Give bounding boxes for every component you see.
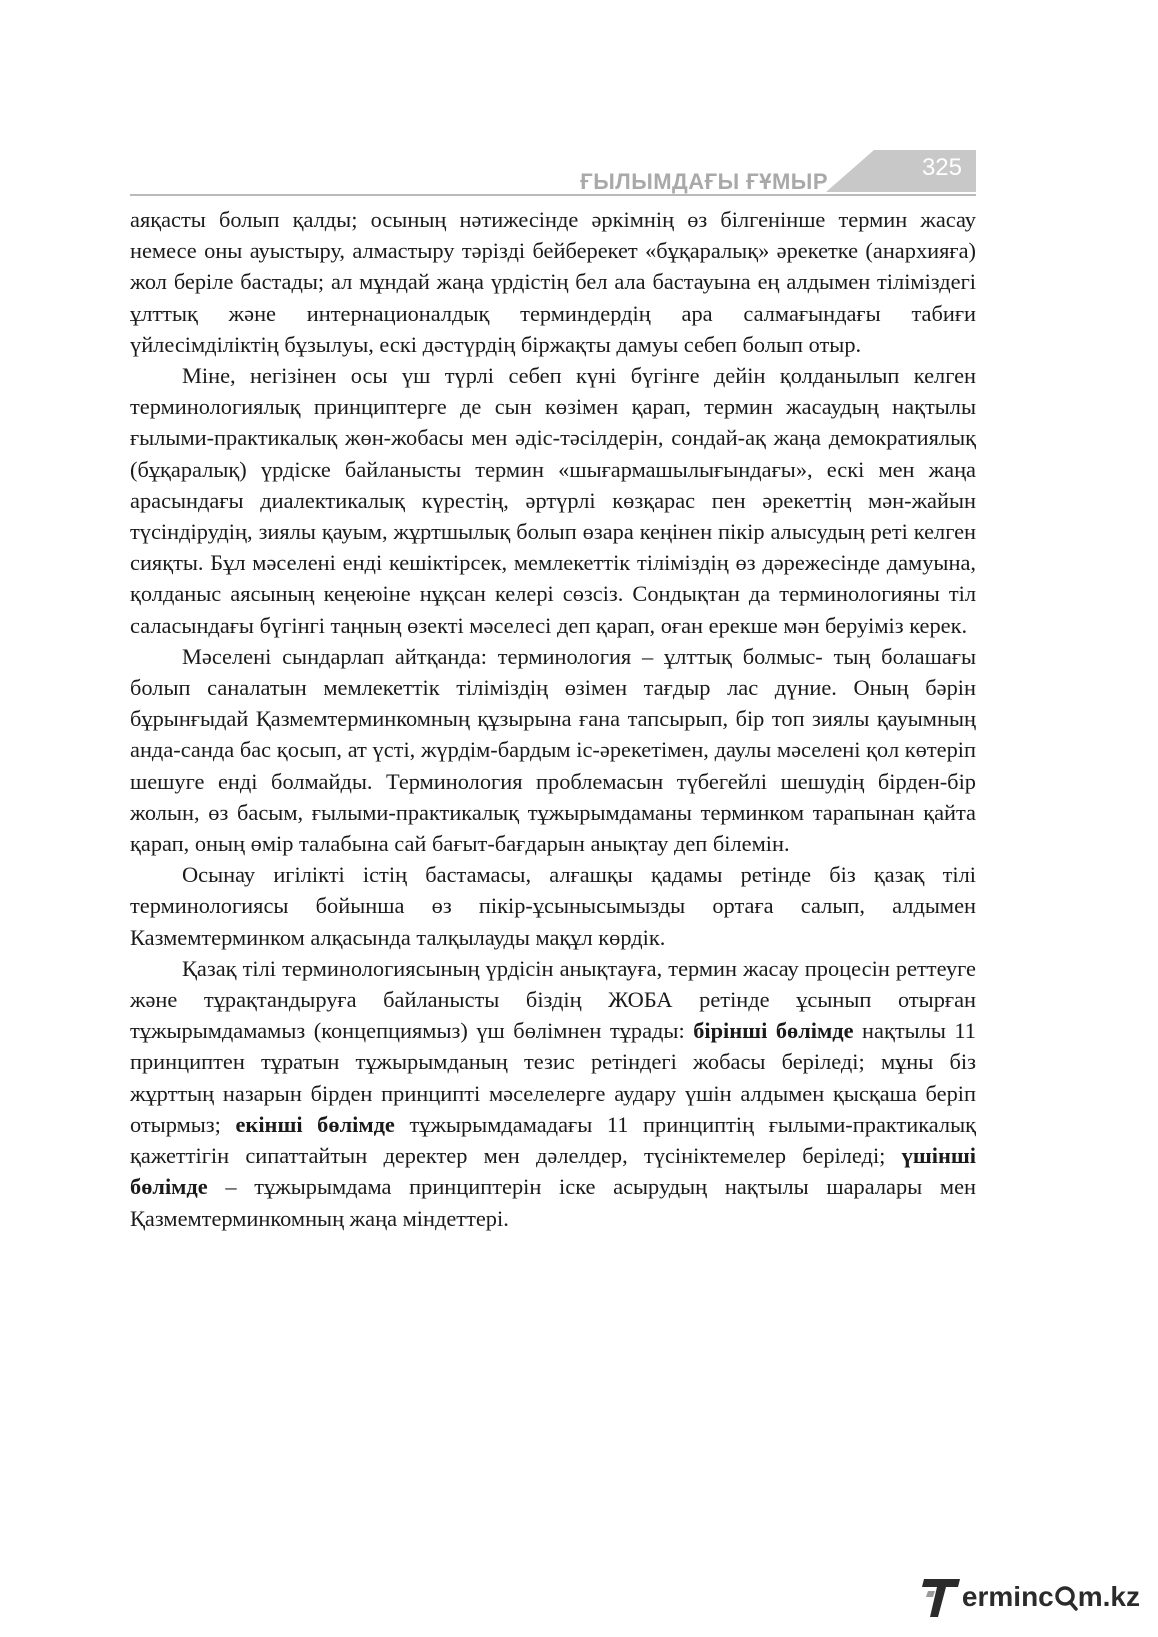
bold-text-run: бірінші бөлімде bbox=[693, 1018, 854, 1044]
paragraph bbox=[130, 204, 976, 360]
running-title: ҒЫЛЫМДАҒЫ ҒҰМЫР bbox=[580, 169, 828, 194]
magnifier-icon bbox=[1054, 1582, 1078, 1612]
text-run: Мәселені сындарлап айтқанда: терминология – ұлттық болмыс- тың болашағы болып саналатын мемлекеттік тіліміздің өзімен тағдыр лас дүние. Оның бәрін бұрынғыдай Қазмемтерминкомның құзырына ғана тапсырып, бір топ зиялы қауымның анда-санда бас қосып, ат үсті, жүрдім-бардым іс-әрекетімен, даулы мәселені қол көтеріп шешуге енді болмайды. Терминология проблемасын түбегейлі шешудің бірден-бір жолын, өз басым, ғылыми-практикалық тұжырымдаманы терминком тарапынан қайта қарап, оның өмір талабына сай бағыт-бағдарын анықтау деп білемін. bbox=[130, 643, 976, 857]
termincom-logo-icon bbox=[922, 1575, 962, 1619]
text-run: тұжырымдамадағы 11 принциптің ғылыми-практикалық қажеттігін сипаттайтын деректер мен дәлелдер, түсініктемелер беріледі; bbox=[130, 1111, 976, 1169]
paragraph bbox=[130, 859, 976, 953]
body-text bbox=[130, 204, 976, 1234]
text-run: – тұжырымдама принциптерін іске асырудың нақтылы шаралары мен Қазмемтерминкомның жаңа міндеттері. bbox=[130, 1174, 976, 1231]
paragraph bbox=[130, 360, 976, 641]
bold-text-run: екінші бөлімде bbox=[235, 1111, 395, 1137]
bold-text-run: үшінші бөлімде bbox=[130, 1143, 976, 1200]
paragraph bbox=[130, 641, 976, 859]
site-watermark bbox=[922, 1575, 1140, 1619]
watermark-text-start: erminc bbox=[961, 1581, 1054, 1612]
text-run: Осынау игілікті істің бастамасы, алғашқы қадамы ретінде біз қазақ тілі терминологиясы бойынша өз пікір-ұсынысымызды ортаға салып, алдымен Казмемтерминком алқасында талқылауды мақұл көрдік. bbox=[130, 862, 976, 950]
header-rule bbox=[130, 194, 976, 196]
text-run: Міне, негізінен осы үш түрлі себеп күні бүгінге дейін қолданылып келген терминологиялық принциптерге де сын көзімен қарап, термин жасаудың нақтылы ғылыми-практикалық жөн-жобасы мен әдіс-тәсілдерін, сондай-ақ жаңа демократиялық (бұқаралық) үрдіске байланысты термин «шығармашылығындағы», ескі мен жаңа арасындағы диалектикалық күрестің, әртүрлі көзқарас пен әрекеттің мән-жайын түсіндірудің, зиялы қауым, жұртшылық болып өзара кеңінен пікір алысудың реті келген сияқты. Бұл мәселені енді кешіктірсек, мемлекеттік тіліміздің өз дәрежесінде дамуына, қолданыс аясының кеңеюіне нұқсан келері сөзсіз. Сондықтан да терминологияны тіл саласындағы бүгінгі таңның өзекті мәселесі деп қарап, оған ерекше мән беруіміз керек. bbox=[130, 363, 976, 638]
text-run: аяқасты болып қалды; осының нәтижесінде әркімнің өз білгенінше термин жасау немесе оны ауыстыру, алмастыру тәрізді бейберекет «бұқаралық» әрекетке (анархияға) жол беріле бастады; ал мұндай жаңа үрдістің бел ала бастауына ең алдымен тіліміздегі ұлттық және интернационалдық терминдердің ара салмағындағы табиғи үйлесімділіктің бұзылуы, ескі дәстүрдің біржақты дамуы себеп болып отыр. bbox=[130, 207, 976, 357]
page-header bbox=[130, 150, 976, 198]
page-number: 325 bbox=[921, 154, 962, 181]
paragraph bbox=[130, 953, 976, 1234]
page-number-tab bbox=[826, 150, 976, 192]
watermark-text-end: m.kz bbox=[1077, 1581, 1140, 1612]
text-run: нақтылы 11 принциптен тұратын тұжырымданың тезис ретіндегі жобасы беріледі; мұны біз жұрттың назарын бірден принципті мәселелерге аудару үшін алдымен қысқаша беріп отырмыз; bbox=[130, 1018, 976, 1137]
text-run: Қазақ тілі терминологиясының үрдісін анықтауға, термин жасау процесін реттеуге және тұрақтандыруға байланысты біздің ЖОБА ретінде ұсынып отырған тұжырымдамамыз (концепциямыз) үш бөлімнен тұрады: bbox=[130, 955, 976, 1044]
